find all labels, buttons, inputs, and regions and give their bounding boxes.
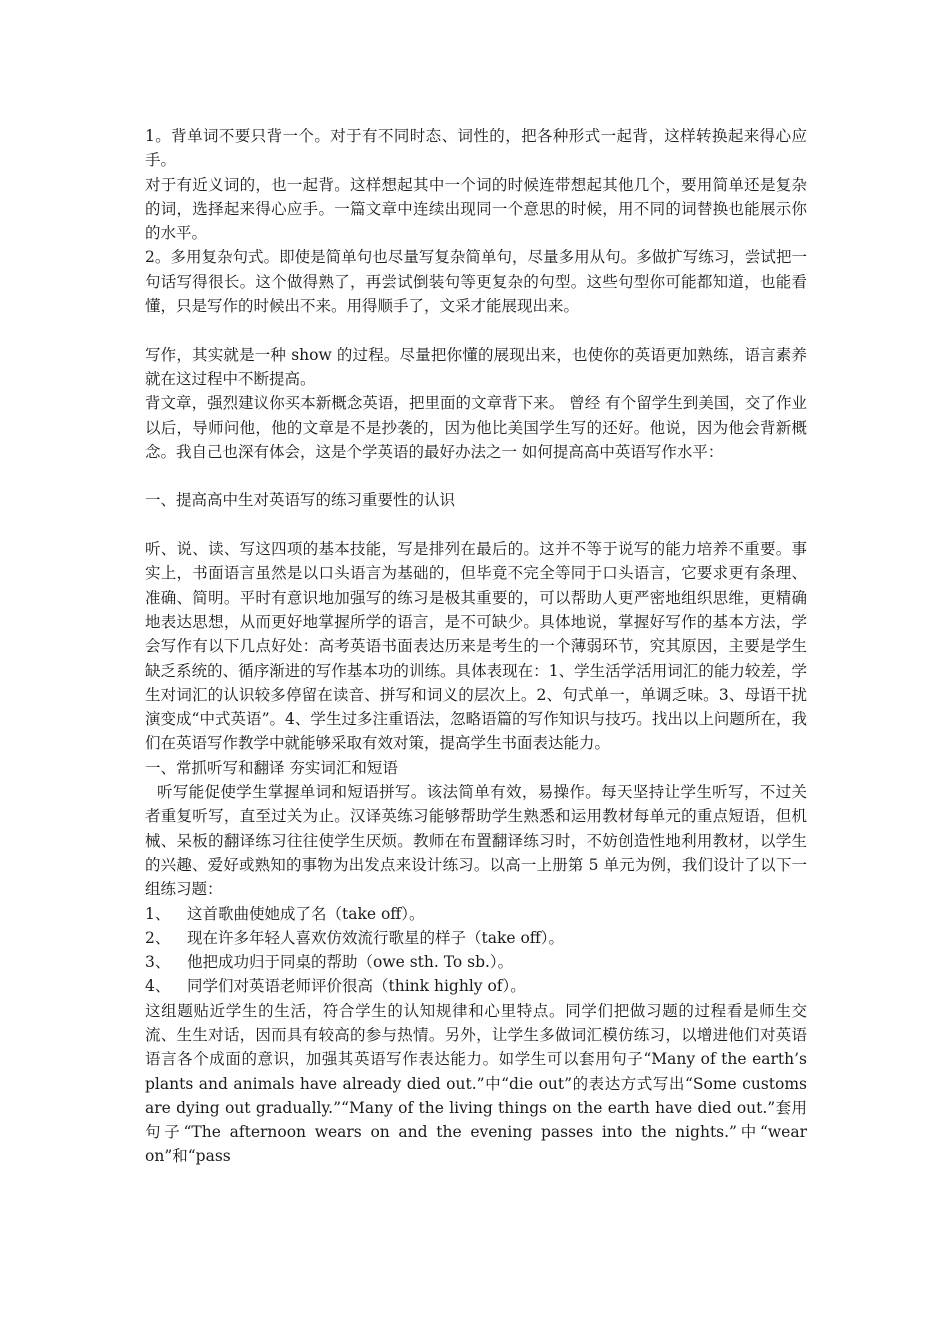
exercise-number: 3、 [145,953,171,972]
blank-line [145,464,807,488]
paragraph-dictation: 听写能促使学生掌握单词和短语拼写。该法简单有效，易操作。每天坚持让学生听写，不过关者重复听写，直至过关为止。汉译英练习能够帮助学生熟悉和运用教材每单元的重点短语，但机械、呆板的翻译练习往往使学生厌烦。教师在布置翻译练习时，不妨创造性地利用教材，以学生的兴趣、爱好或熟知的事物为出发点来设计练习。以高一上册第 5 单元为例，我们设计了以下一组练习题： [145,783,807,899]
exercise-text: 他把成功归于同桌的帮助（owe sth. To sb.）。 [187,953,514,972]
paragraph-body: 听、说、读、写这四项的基本技能，写是排列在最后的。这并不等于说写的能力培养不重要。事实上，书面语言虽然是以口头语言为基础的，但毕竟不完全等同于口头语言，它要求更有条理、准确、简明。平时有意识地加强写的练习是极其重要的，可以帮助人更严密地组织思维，更精确地表达思想，从而更好地掌握所学的语言，是不可缺少。具体地说，掌握好写作的基本方法，学会写作有以下几点好处：高考英语书面表达历来是考生的一个薄弱环节，究其原因，主要是学生缺乏系统的、循序渐进的写作基本功的训练。具体表现在：1、学生活学活用词汇的能力较差，学生对词汇的认识较多停留在读音、拼写和词义的层次上。2、句式单一，单调乏味。3、母语干扰演变成“中式英语”。4、学生过多注重语法，忽略语篇的写作知识与技巧。找出以上问题所在，我们在英语写作教学中就能够采取有效对策，提高学生书面表达能力。 [145,540,807,753]
exercise-list [145,902,807,999]
section-heading: 一、提高高中生对英语写的练习重要性的认识 [145,491,456,510]
paragraph-closing: 这组题贴近学生的生活，符合学生的认知规律和心里特点。同学们把做习题的过程看是师生交流、生生对话，因而具有较高的参与热情。另外，让学生多做词汇模仿练习，以增进他们对英语语言各个成面的意识，加强其英语写作表达能力。如学生可以套用句子“Many of the earth’s plants and animals have already died out.”中“die out”的表达方式写出“Some customs are dying out gradually.”“Many of the living things on the earth have died out.”套用句子“The afternoon wears on and the evening passes into the nights.”中“wear on”和“pass [145,1001,807,1166]
subheading: 一、常抓听写和翻译 夯实词汇和短语 [145,758,398,777]
exercise-text: 这首歌曲使她成了名（take off）。 [187,904,425,923]
exercise-item [145,950,807,974]
exercise-number: 4、 [145,977,171,996]
paragraph-writing-show: 写作，其实就是一种 show 的过程。尽量把你懂的展现出来，也使你的英语更加熟练，语言素养就在这过程中不断提高。 [145,345,807,388]
exercise-item [145,926,807,950]
paragraph-synonyms: 对于有近义词的，也一起背。这样想起其中一个词的时候连带想起其他几个，要用简单还是复杂的词，选择起来得心应手。一篇文章中连续出现同一个意思的时候，用不同的词替换也能展示你的水平。 [145,175,807,243]
blank-line [145,318,807,342]
exercise-number: 1、 [145,904,171,923]
blank-line [145,513,807,537]
exercise-text: 现在许多年轻人喜欢仿效流行歌星的样子（take off）。 [187,928,565,947]
paragraph-tip-1: 1。背单词不要只背一个。对于有不同时态、词性的，把各种形式一起背，这样转换起来得心应手。 [145,127,807,170]
exercise-item [145,974,807,998]
exercise-text: 同学们对英语老师评价很高（think highly of）。 [187,977,526,996]
paragraph-tip-2: 2。多用复杂句式。即使是简单句也尽量写复杂简单句，尽量多用从句。多做扩写练习，尝试把一句话写得很长。这个做得熟了，再尝试倒装句等更复杂的句型。这些句型你可能都知道，也能看懂，只是写作的时候出不来。用得顺手了，文采才能展现出来。 [145,248,807,316]
document-body [145,124,807,1169]
exercise-item [145,902,807,926]
paragraph-recite: 背文章，强烈建议你买本新概念英语，把里面的文章背下来。 曾经 有个留学生到美国，交了作业以后，导师问他，他的文章是不是抄袭的，因为他比美国学生写的还好。他说，因为他会背新概念。我自己也深有体会，这是个学英语的最好办法之一 如何提高高中英语写作水平： [145,394,807,461]
exercise-number: 2、 [145,928,171,947]
